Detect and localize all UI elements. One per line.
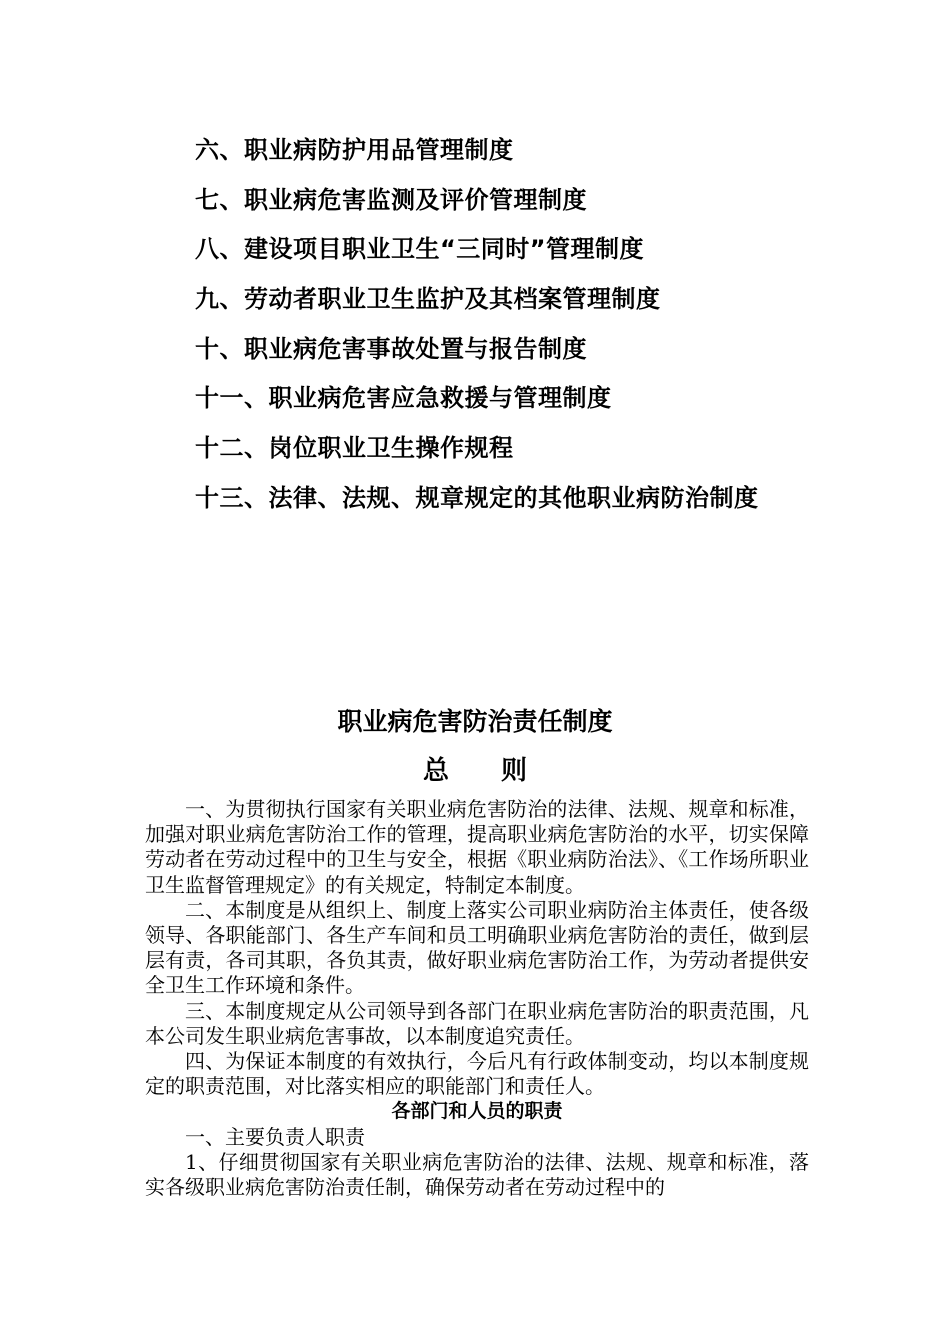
section-subheading: 各部门和人员的职责 [391, 1100, 563, 1123]
list-item: 十一、职业病危害应急救援与管理制度 [195, 384, 612, 413]
section-heading-general [0, 749, 950, 793]
section-heading-left: 总 [422, 756, 449, 786]
paragraph: 二、本制度是从组织上、制度上落实公司职业病防治主体责任，使各级领导、各职能部门、各生产车间和员工明确职业病危害防治的责任，做到层层有责，各司其职，各负其责，做好职业病危害防治工作，为劳动者提供安全卫生工作环境和条件。 [145, 897, 809, 998]
list-item: 十、职业病危害事故处置与报告制度 [195, 334, 587, 363]
regulation-list [195, 128, 895, 526]
list-item: 十三、法律、法规、规章规定的其他职业病防治制度 [195, 483, 759, 512]
list-item: 九、劳动者职业卫生监护及其档案管理制度 [195, 285, 661, 314]
paragraph: 一、为贯彻执行国家有关职业病危害防治的法律、法规、规章和标准，加强对职业病危害防治工作的管理，提高职业病危害防治的水平，切实保障劳动者在劳动过程中的卫生与安全，根据《职业病防治法》、《工作场所职业卫生监督管理规定》的有关规定，特制定本制度。 [145, 797, 809, 897]
section-heading-right: 则 [501, 756, 528, 786]
paragraph: 四、为保证本制度的有效执行，今后凡有行政体制变动，均以本制度规定的职责范围，对比落实相应的职能部门和责任人。 [145, 1049, 809, 1099]
document-body [145, 797, 809, 1200]
list-item: 七、职业病危害监测及评价管理制度 [195, 185, 587, 214]
paragraph: 三、本制度规定从公司领导到各部门在职业病危害防治的职责范围，凡本公司发生职业病危害事故，以本制度追究责任。 [145, 998, 809, 1048]
list-item: 八、建设项目职业卫生“三同时”管理制度 [195, 235, 645, 264]
document-title: 职业病危害防治责任制度 [337, 707, 613, 736]
list-item: 六、职业病防护用品管理制度 [195, 136, 514, 164]
list-item: 十二、岗位职业卫生操作规程 [195, 434, 514, 463]
paragraph: 1、仔细贯彻国家有关职业病危害防治的法律、法规、规章和标准，落实各级职业病危害防治责任制，确保劳动者在劳动过程中的 [145, 1149, 809, 1200]
paragraph: 一、主要负责人职责 [185, 1124, 365, 1149]
